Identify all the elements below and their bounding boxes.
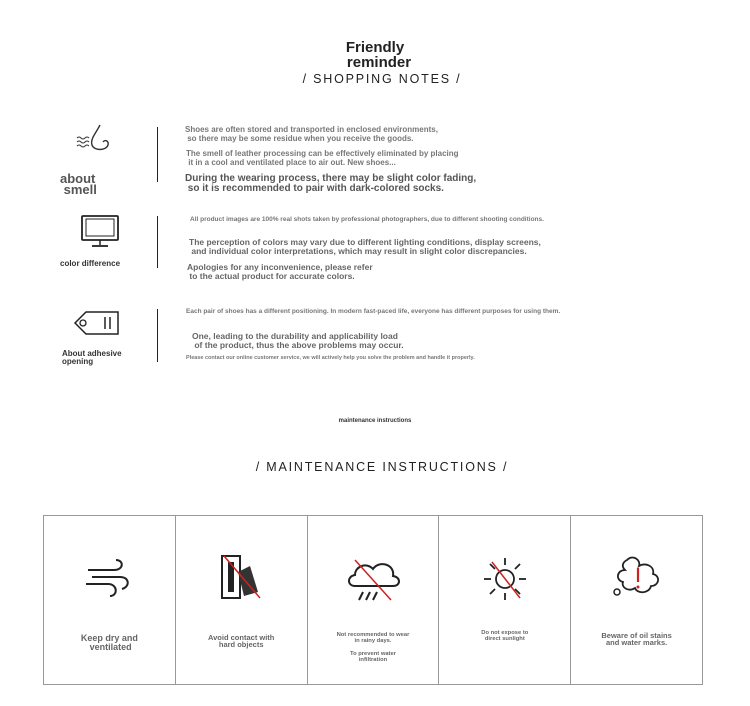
section-label-adhesive: About adhesive opening [62, 349, 122, 366]
note-text: During the wearing process, there may be slight color fading, so it is recommended to pair with dark-colored socks. [185, 173, 477, 194]
rain-cloud-icon [343, 556, 403, 606]
shopping-notes-heading: / SHOPPING NOTES / [302, 72, 462, 86]
maintenance-item-stain [571, 516, 702, 684]
section-label-smell: about smell [60, 171, 97, 197]
monitor-icon [80, 214, 120, 253]
hard-object-icon [216, 552, 266, 602]
maintenance-small-label: maintenance instructions [338, 418, 412, 424]
note-text: One, leading to the durability and applicability load of the product, thus the above problems may occur. [192, 331, 404, 350]
divider [157, 216, 158, 268]
maintenance-caption: Not recommended to wear in rainy days. [336, 632, 410, 644]
maintenance-item-rain [308, 516, 440, 684]
maintenance-item-sun [439, 516, 571, 684]
sun-icon [480, 554, 530, 604]
note-text: All product images are 100% real shots taken by professional photographers, due to different shooting conditions. [190, 216, 544, 223]
section-label-color: color difference [60, 259, 121, 268]
note-text: Apologies for any inconvenience, please refer to the actual product for accurate colors. [187, 262, 373, 281]
note-text: Please contact our online customer service, we will actively help you solve the problem and handle it properly. [186, 355, 475, 361]
maintenance-caption: Do not expose to direct sunlight [481, 630, 529, 642]
stain-icon [607, 552, 667, 602]
divider [157, 309, 158, 362]
maintenance-caption: Beware of oil stains and water marks. [601, 631, 672, 647]
maintenance-grid [43, 515, 703, 685]
maintenance-caption: Avoid contact with hard objects [208, 633, 275, 649]
note-text: The smell of leather processing can be effectively eliminated by placing it in a cool and ventilated place to air out. New shoes... [186, 149, 459, 167]
tag-icon [72, 308, 122, 343]
title-reminder: reminder [346, 54, 412, 71]
divider [157, 127, 158, 182]
title-friendly: Friendly [345, 39, 405, 56]
nose-icon [74, 123, 114, 158]
wind-icon [84, 558, 134, 598]
maintenance-item-dry [44, 516, 176, 684]
maintenance-heading: / MAINTENANCE INSTRUCTIONS / [255, 460, 509, 474]
note-text: Shoes are often stored and transported in enclosed environments, so there may be some residue when you receive the goods. [185, 125, 438, 143]
note-text: The perception of colors may vary due to different lighting conditions, display screens, and individual color interpretations, which may result in slight color discrepancies. [189, 237, 541, 256]
maintenance-caption: Keep dry and ventilated [80, 633, 138, 652]
note-text: Each pair of shoes has a different positioning. In modern fast-paced life, everyone has different purposes for using them. [186, 308, 561, 315]
maintenance-caption-secondary: To prevent water infiltration [350, 651, 396, 663]
maintenance-item-hard [176, 516, 308, 684]
